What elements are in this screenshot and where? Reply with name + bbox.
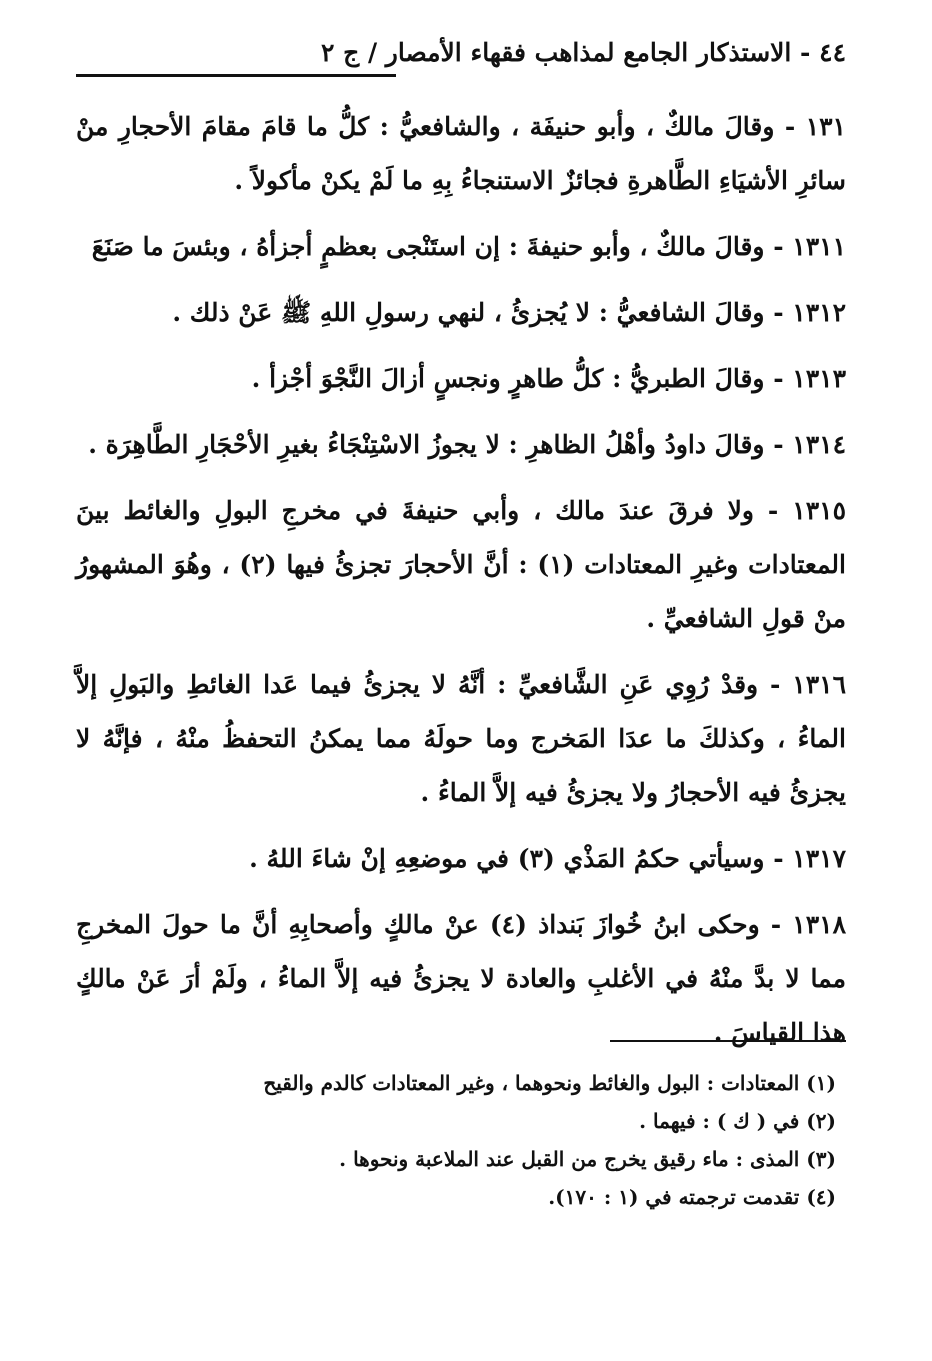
paragraph-1313: ١٣١٣ - وقالَ الطبريُّ : كلُّ طاهرٍ ونجسٍ أزالَ النَّجْوَ أجْزأ . [251, 364, 846, 393]
paragraph-1314: ١٣١٤ - وقالَ داودُ وأهْلُ الظاهرِ : لا يجوزُ الاسْتِنْجَاءُ بغيرِ الأحْجَارِ الطَّاهِرَة . [88, 430, 846, 459]
page-header [76, 38, 846, 88]
paragraph-1310: ١٣١ - وقالَ مالكٌ ، وأبو حنيفَة ، والشافعيُّ : كلُّ ما قامَ مقامَ الأحجارِ منْ سائرِ الأشيَاءِ الطَّاهرةِ فجائزٌ الاستنجاءُ بِهِ ما لَمْ يكنْ مأكولاً . [76, 112, 846, 195]
running-title: ٤٤ - الاستذكار الجامع لمذاهب فقهاء الأمصار / ج ٢ [320, 38, 846, 67]
header-rule [76, 74, 396, 77]
paragraph-1312: ١٣١٢ - وقالَ الشافعيُّ : لا يُجزئُ ، لنهي رسولِ اللهِ ﷺ عَنْ ذلك . [172, 298, 846, 327]
footnote-1: (١) المعتادات : البول والغائط ونحوهما ، وغير المعتادات كالدم والقيح [263, 1071, 836, 1095]
footnote-4: (٤) تقدمت ترجمته في (١ : ١٧٠). [548, 1185, 836, 1209]
paragraph-1311: ١٣١١ - وقالَ مالكٌ ، وأبو حنيفةَ : إن استَنْجى بعظمٍ أجزأهُ ، وبئسَ ما صَنَعَ [91, 232, 846, 261]
footnote-separator [610, 1040, 846, 1042]
paragraph-1317: ١٣١٧ - وسيأتي حكمُ المَذْي (٣) في موضعِهِ إنْ شاءَ اللهُ . [249, 844, 846, 873]
footnote-2: (٢) في ( ك ) : فيهما . [639, 1109, 836, 1133]
paragraph-1316: ١٣١٦ - وقدْ رُوِي عَنِ الشَّافعيِّ : أنَّهُ لا يجزئُ فيما عَدا الغائطِ والبَولِ إلاَّ الماءُ ، وكذلكَ ما عدَا المَخرج وما حولَهُ مما يمكنُ التحفظُ منْهُ ، فإنَّهُ لا يجزئُ فيه الأحجارُ ولا يجزئُ فيه إلاَّ الماءُ . [76, 670, 846, 807]
footnote-3: (٣) المذى : ماء رقيق يخرج من القبل عند الملاعبة ونحوها . [339, 1147, 836, 1171]
main-text [76, 100, 846, 1072]
footnotes [76, 1064, 836, 1216]
paragraph-1318: ١٣١٨ - وحكى ابنُ خُوازَ بَنداذ (٤) عنْ مالكٍ وأصحابِهِ أنَّ ما حولَ المخرجِ مما لا بدَّ منْهُ في الأغلبِ والعادة لا يجزئُ فيه إلاَّ الماءُ ، ولَمْ أرَ عَنْ مالكٍ هذا القياسَ . [76, 910, 846, 1047]
paragraph-1315: ١٣١٥ - ولا فرقَ عندَ مالك ، وأبي حنيفةَ في مخرجِ البولِ والغائط بينَ المعتادات وغيرِ المعتادات (١) : أنَّ الأحجارَ تجزئُ فيها (٢) ، وهُوَ المشهورُ منْ قولِ الشافعيِّ . [76, 496, 846, 633]
